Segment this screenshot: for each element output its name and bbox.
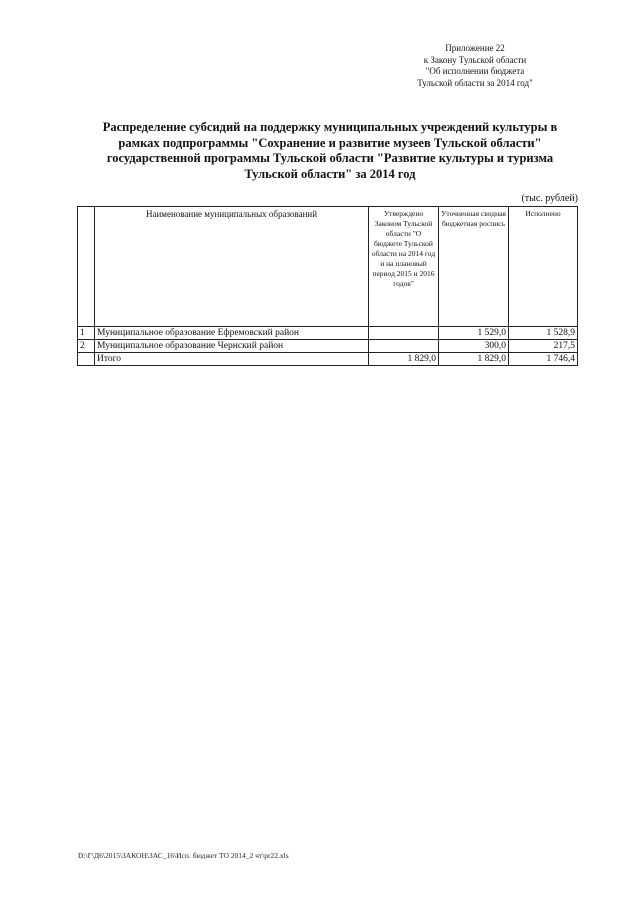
header-executed: Исполнено (509, 207, 578, 327)
file-path-footer: D:\Г\Д6\2015\ЗАКОН\ЗАС_16\Исп. бюджет ТО 2014_2 чт\pr22.xls (78, 851, 289, 860)
row-number: 2 (78, 340, 95, 353)
table-header-row (78, 207, 578, 327)
row-executed: 217,5 (509, 340, 578, 353)
total-name: Итого (95, 353, 369, 366)
row-number: 1 (78, 327, 95, 340)
total-revised: 1 829,0 (439, 353, 509, 366)
total-approved: 1 829,0 (369, 353, 439, 366)
header-number (78, 207, 95, 327)
row-name: Муниципальное образование Ефремовский район (95, 327, 369, 340)
title-line: рамках подпрограммы "Сохранение и развитие музеев Тульской области" (118, 135, 542, 150)
row-approved (369, 327, 439, 340)
header-name: Наименование муниципальных образований (95, 207, 369, 327)
appendix-line: "Об исполнении бюджета (425, 66, 525, 76)
table-row (78, 340, 578, 353)
row-name: Муниципальное образование Чернский район (95, 340, 369, 353)
row-revised: 1 529,0 (439, 327, 509, 340)
header-approved: Утверждено Законом Тульской области "О бюджете Тульской области на 2014 год и на плановый период 2015 и 2016 годов" (369, 207, 439, 327)
appendix-line: Приложение 22 (445, 43, 505, 53)
title-line: Тульской области" за 2014 год (244, 166, 416, 181)
units-label: (тыс. рублей) (521, 193, 578, 204)
table-total-row (78, 353, 578, 366)
title-line: Распределение субсидий на поддержку муниципальных учреждений культуры в (102, 120, 558, 134)
row-executed: 1 528,9 (509, 327, 578, 340)
header-revised: Уточненная сводная бюджетная роспись (439, 207, 509, 327)
subsidy-table (77, 206, 578, 366)
row-revised: 300,0 (439, 340, 509, 353)
document-title (80, 120, 580, 182)
total-executed: 1 746,4 (509, 353, 578, 366)
total-number (78, 353, 95, 366)
row-approved (369, 340, 439, 353)
appendix-note (370, 43, 580, 89)
title-line: государственной программы Тульской области "Развитие культуры и туризма (106, 151, 554, 165)
appendix-line: к Закону Тульской области (423, 54, 527, 65)
table-row (78, 327, 578, 340)
appendix-line: Тульской области за 2014 год" (417, 77, 533, 88)
